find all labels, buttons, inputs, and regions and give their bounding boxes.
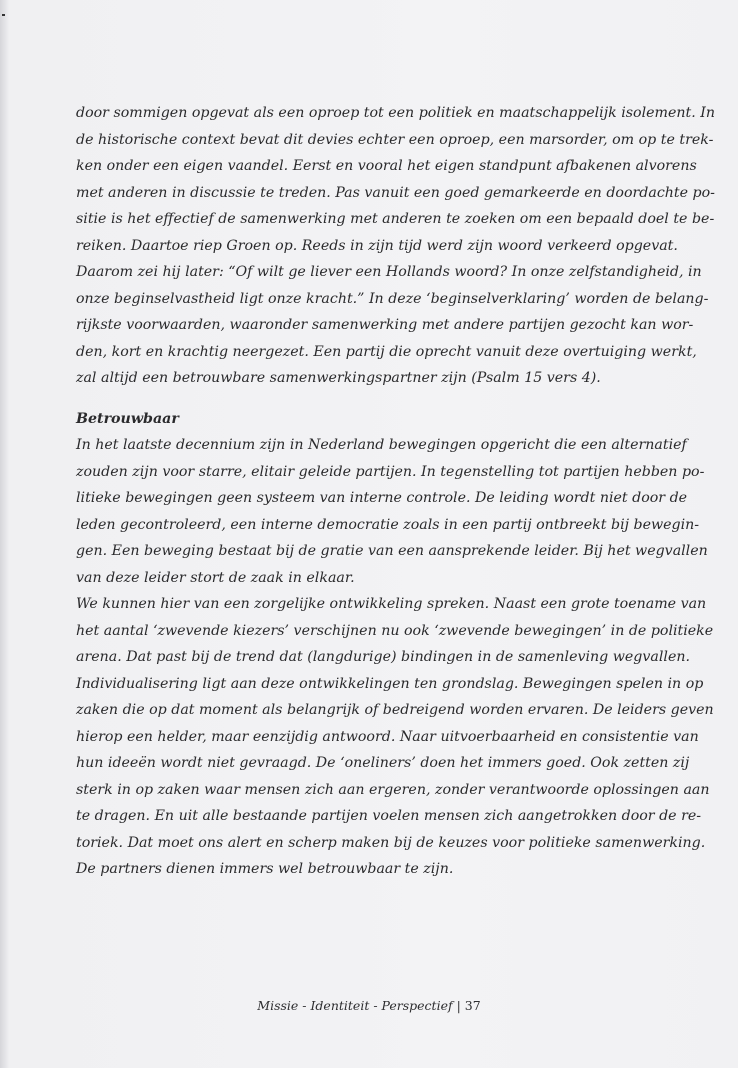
text-line: In het laatste decennium zijn in Nederland bewegingen opgericht die een alternatief (76, 437, 687, 453)
text-line: toriek. Dat moet ons alert en scherp maken bij de keuzes voor politieke samenwerking. (76, 834, 706, 851)
text-line: zal altijd een betrouwbare samenwerkingspartner zijn (Psalm 15 vers 4). (76, 370, 601, 386)
section-heading: Betrouwbaar (76, 410, 179, 427)
text-line: onze beginselvastheid ligt onze kracht.” In deze ‘beginselverklaring’ worden de belang- (76, 290, 709, 307)
text-line: te dragen. En uit alle bestaande partijen voelen mensen zich aangetrokken door de re- (76, 808, 702, 824)
text-line: zaken die op dat moment als belangrijk of bedreigend worden ervaren. De leiders geven (76, 702, 714, 718)
text-line: Individualisering ligt aan deze ontwikkelingen ten grondslag. Bewegingen spelen in op (76, 675, 704, 692)
text-line: sitie is het effectief de samenwerking met anderen te zoeken om een bepaald doel te be- (76, 211, 715, 227)
text-line: We kunnen hier van een zorgelijke ontwikkeling spreken. Naast een grote toename van (76, 596, 707, 612)
text-line: de historische context bevat dit devies echter een oproep, een marsorder, om op te trek- (76, 131, 714, 148)
footer-title: Missie - Identiteit - Perspectief (257, 998, 453, 1013)
paragraph-3 (76, 591, 714, 883)
text-line: ken onder een eigen vaandel. Eerst en vooral het eigen standpunt afbakenen alvorens (76, 158, 697, 174)
text-line: met anderen in discussie te treden. Pas vanuit een goed gemarkeerde en doordachte po- (76, 184, 715, 201)
text-line: leden gecontroleerd, een interne democratie zoals in een partij ontbreekt bij bewegin- (76, 516, 700, 533)
text-line: hun ideeën wordt niet gevraagd. De ‘oneliners’ doen het immers goed. Ook zetten zij (76, 755, 690, 771)
footer-separator: | (456, 998, 461, 1013)
text-line: van deze leider stort de zaak in elkaar. (76, 569, 355, 586)
paragraph-2 (76, 432, 708, 591)
text-line: hierop een helder, maar eenzijdig antwoord. Naar uitvoerbaarheid en consistentie van (76, 728, 699, 745)
page-number: 37 (464, 998, 481, 1013)
text-line: De partners dienen immers wel betrouwbaar te zijn. (76, 861, 454, 877)
spine-mark (2, 14, 5, 16)
text-line: het aantal ‘zwevende kiezers’ verschijnen nu ook ‘zwevende bewegingen’ in de politieke (76, 622, 714, 639)
text-line: reiken. Daartoe riep Groen op. Reeds in zijn tijd werd zijn woord verkeerd opgevat. (76, 237, 678, 254)
text-line: arena. Dat past bij de trend dat (langdurige) bindingen in de samenleving wegvallen. (76, 649, 690, 665)
page-footer (0, 998, 738, 1013)
text-line: rijkste voorwaarden, waaronder samenwerking met andere partijen gezocht kan wor- (76, 317, 694, 333)
text-line: door sommigen opgevat als een oproep tot een politiek en maatschappelijk isolement. In (76, 105, 715, 121)
text-line: gen. Een beweging bestaat bij de gratie van een aansprekende leider. Bij het wegvallen (76, 543, 708, 559)
text-line: litieke bewegingen geen systeem van interne controle. De leiding wordt niet door de (76, 490, 688, 506)
text-line: Daarom zei hij later: “Of wilt ge liever een Hollands woord? In onze zelfstandigheid, in (76, 264, 702, 280)
text-line: den, kort en krachtig neergezet. Een partij die oprecht vanuit deze overtuiging werkt, (76, 343, 697, 360)
text-line: sterk in op zaken waar mensen zich aan ergeren, zonder verantwoorde oplossingen aan (76, 781, 710, 798)
text-line: zouden zijn voor starre, elitair geleide partijen. In tegenstelling tot partijen hebben po- (76, 463, 705, 480)
paragraph-1 (76, 100, 715, 392)
page-spine (0, 0, 8, 1068)
body-text (76, 100, 715, 883)
